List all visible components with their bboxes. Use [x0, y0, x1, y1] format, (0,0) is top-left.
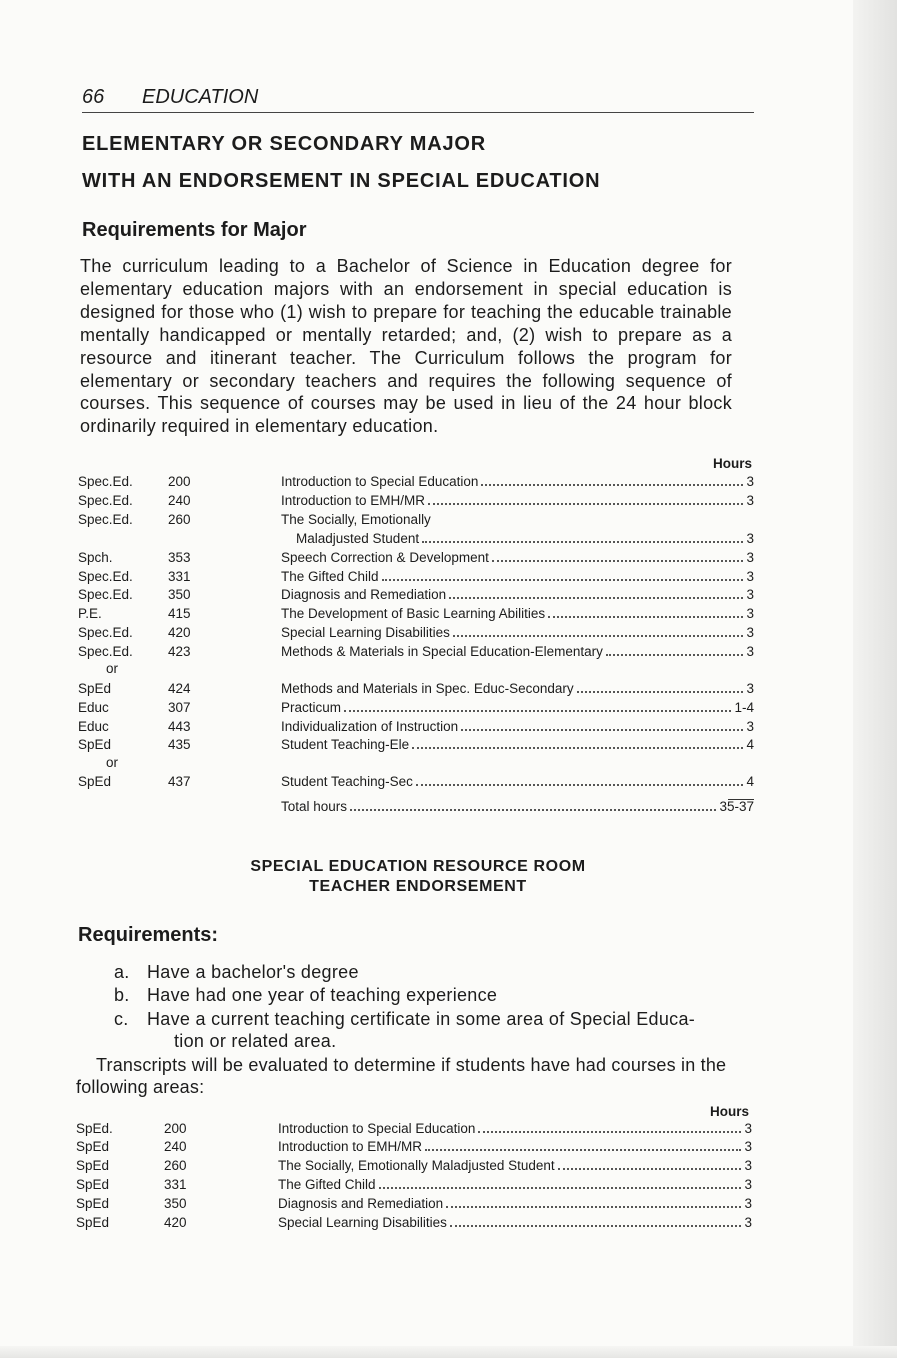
course-dept: Educ	[78, 700, 109, 715]
hours-header: Hours	[710, 1104, 750, 1119]
course-number: 435	[168, 737, 191, 752]
course-hours: 3	[746, 531, 754, 546]
course-title: Diagnosis and Remediation 3	[278, 1196, 752, 1211]
course-row	[76, 1176, 752, 1194]
course-dept: Spec.Ed.	[78, 493, 133, 508]
major-title-line2: WITH AN ENDORSEMENT IN SPECIAL EDUCATION	[82, 170, 601, 192]
course-number: 240	[168, 493, 191, 508]
course-title: Practicum 1-4	[281, 700, 754, 715]
course-hours: 4	[746, 774, 754, 789]
course-row	[78, 680, 754, 698]
course-hours: 1-4	[734, 700, 754, 715]
course-title: The Socially, Emotionally	[281, 512, 431, 527]
course-row	[78, 643, 754, 661]
course-row	[76, 1195, 752, 1213]
course-dept: SpEd	[78, 737, 112, 752]
section-name: EDUCATION	[142, 86, 259, 108]
course-dept: Spec.Ed.	[78, 474, 133, 489]
course-dept: Spec.Ed.	[78, 625, 133, 640]
course-dept: P.E.	[78, 606, 102, 621]
course-dept: Spec.Ed.	[78, 569, 133, 584]
course-number: 331	[168, 569, 191, 584]
course-number: 350	[168, 587, 191, 602]
page-bottom-shadow	[0, 1346, 897, 1358]
course-row	[78, 568, 754, 586]
course-hours: 3	[744, 1158, 752, 1173]
requirements-heading: Requirements:	[78, 924, 219, 946]
course-hours: 3	[746, 644, 754, 659]
course-row	[78, 718, 754, 736]
requirement-item	[114, 961, 764, 983]
course-number: 200	[164, 1121, 187, 1136]
course-hours: 3	[746, 719, 754, 734]
course-title: Student Teaching-Sec 4	[281, 774, 754, 789]
course-dept: Spec.Ed.	[78, 587, 133, 602]
course-hours: 3	[744, 1215, 752, 1230]
resource-room-title-line2: TEACHER ENDORSEMENT	[309, 878, 527, 895]
course-title: Special Learning Disabilities 3	[278, 1215, 752, 1230]
course-row	[78, 773, 754, 791]
course-hours: 3	[746, 569, 754, 584]
course-dept: Spec.Ed.	[78, 644, 133, 659]
course-hours: 3	[746, 550, 754, 565]
requirement-label: a.	[114, 962, 130, 982]
course-number: 443	[168, 719, 191, 734]
course-number: 331	[164, 1177, 187, 1192]
course-title: The Development of Basic Learning Abilities 3	[281, 606, 754, 621]
course-dept: SpEd.	[76, 1121, 113, 1136]
course-dept: Educ	[78, 719, 109, 734]
course-row	[78, 549, 754, 567]
course-hours: 3	[746, 587, 754, 602]
course-title: The Gifted Child 3	[278, 1177, 752, 1192]
course-number: 437	[168, 774, 191, 789]
course-dept: SpEd	[76, 1158, 110, 1173]
course-row	[78, 624, 754, 642]
course-number: 420	[164, 1215, 187, 1230]
course-hours: 3	[746, 493, 754, 508]
course-dept: SpEd	[76, 1139, 110, 1154]
course-hours: 3	[746, 625, 754, 640]
course-hours: 4	[746, 737, 754, 752]
course-dept: Spec.Ed.	[78, 512, 133, 527]
course-dept: Spch.	[78, 550, 113, 565]
course-hours: 3	[744, 1196, 752, 1211]
course-dept: SpEd	[78, 681, 112, 696]
course-number: 424	[168, 681, 191, 696]
course-row	[76, 1157, 752, 1175]
course-dept: SpEd	[76, 1177, 110, 1192]
course-title: Diagnosis and Remediation 3	[281, 587, 754, 602]
requirement-text: Have had one year of teaching experience	[147, 985, 498, 1005]
course-title: Introduction to Special Education 3	[278, 1121, 752, 1136]
requirement-text: Have a current teaching certificate in some area of Special Educa-	[147, 1009, 696, 1029]
resource-room-title-line1: SPECIAL EDUCATION RESOURCE ROOM	[250, 858, 586, 875]
course-row	[78, 605, 754, 623]
requirement-item	[114, 984, 764, 1006]
course-number: 415	[168, 606, 191, 621]
header-rule	[82, 112, 754, 113]
course-row	[76, 1138, 752, 1156]
course-number: 420	[168, 625, 191, 640]
course-dept: SpEd	[76, 1196, 110, 1211]
course-row-continued	[78, 530, 754, 548]
course-row	[78, 473, 754, 491]
page-number: 66	[82, 86, 105, 108]
course-row	[78, 492, 754, 510]
course-row	[78, 699, 754, 717]
course-hours: 3	[746, 474, 754, 489]
running-header	[82, 86, 752, 109]
requirement-text-continued: tion or related area.	[174, 1031, 337, 1051]
course-number: 200	[168, 474, 191, 489]
hours-header: Hours	[713, 456, 753, 471]
course-hours: 3	[746, 681, 754, 696]
course-row	[78, 511, 754, 529]
course-title: The Gifted Child 3	[281, 569, 754, 584]
page-edge-shadow	[853, 0, 897, 1358]
total-hours-row	[78, 798, 754, 816]
course-title: Methods and Materials in Spec. Educ-Secondary 3	[281, 681, 754, 696]
course-number: 350	[164, 1196, 187, 1211]
course-number: 307	[168, 700, 191, 715]
course-title: The Socially, Emotionally Maladjusted Student 3	[278, 1158, 752, 1173]
requirements-for-major-heading: Requirements for Major	[82, 219, 307, 241]
course-hours: 3	[744, 1177, 752, 1192]
course-title: Individualization of Instruction 3	[281, 719, 754, 734]
major-title-line1: ELEMENTARY OR SECONDARY MAJOR	[82, 133, 486, 155]
course-row	[78, 586, 754, 604]
or-label: or	[106, 755, 119, 770]
course-title: Methods & Materials in Special Education-Elementary 3	[281, 644, 754, 659]
course-number: 260	[168, 512, 191, 527]
course-number: 423	[168, 644, 191, 659]
course-title: Introduction to Special Education 3	[281, 474, 754, 489]
course-row	[76, 1214, 752, 1232]
course-hours: 3	[744, 1139, 752, 1154]
requirement-label: b.	[114, 985, 130, 1005]
course-row	[78, 736, 754, 754]
course-dept: SpEd	[76, 1215, 110, 1230]
course-title-continued: Maladjusted Student 3	[296, 531, 754, 546]
course-number: 353	[168, 550, 191, 565]
course-number: 240	[164, 1139, 187, 1154]
course-title: Special Learning Disabilities 3	[281, 625, 754, 640]
total-hours-label: Total hours 35-37	[281, 799, 754, 814]
course-hours: 3	[744, 1121, 752, 1136]
requirement-text: Have a bachelor's degree	[147, 962, 359, 982]
transcripts-note: Transcripts will be evaluated to determine if students have had courses in the following areas:	[76, 1055, 727, 1097]
course-dept: SpEd	[78, 774, 112, 789]
requirement-item	[114, 1008, 764, 1052]
course-title: Introduction to EMH/MR 3	[281, 493, 754, 508]
course-title: Student Teaching-Ele 4	[281, 737, 754, 752]
or-label: or	[106, 661, 119, 676]
total-hours-value: 35-37	[719, 799, 754, 814]
course-hours: 3	[746, 606, 754, 621]
course-number: 260	[164, 1158, 187, 1173]
course-row	[76, 1120, 752, 1138]
major-intro-paragraph: The curriculum leading to a Bachelor of Science in Education degree for elementary education majors with an endorsement in special education is designed for those who (1) wish to prepare for teaching the educable trainable mentally handicapped or mentally retarded; and, (2) wish to prepare as a resource and itinerant teacher. The Curriculum follows the program for elementary or secondary teachers and requires the following sequence of courses. This sequence of courses may be used in lieu of the 24 hour block ordinarily required in elementary education.	[80, 256, 732, 437]
course-title: Speech Correction & Development 3	[281, 550, 754, 565]
requirement-label: c.	[114, 1009, 129, 1029]
course-title: Introduction to EMH/MR 3	[278, 1139, 752, 1154]
